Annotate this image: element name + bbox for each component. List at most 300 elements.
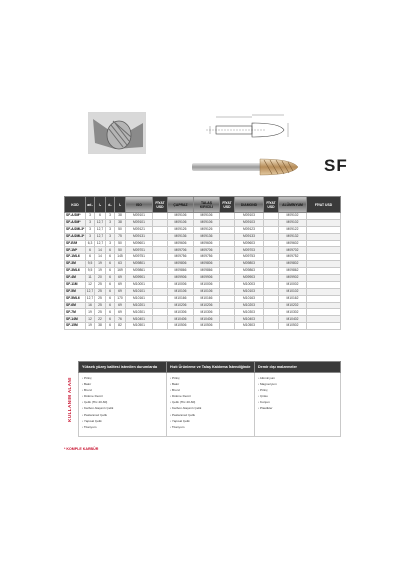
table-cell: M09601 (126, 240, 153, 247)
table-cell: M10103 (235, 288, 264, 295)
col-price-aluminyum: FİYAT USD (307, 197, 341, 213)
table-cell: M09102 (279, 213, 307, 220)
table-cell (153, 295, 168, 302)
table-cell (220, 254, 235, 261)
table-cell (264, 247, 279, 254)
usage-item: • Pirinç (258, 387, 337, 393)
table-cell: 19 (86, 309, 95, 316)
col-l1: l₁ (115, 197, 126, 213)
table-cell-code: SF-4M (65, 275, 86, 282)
usage-item: • Bakır (82, 381, 163, 387)
table-cell: M10006 (194, 281, 220, 288)
table-row (65, 213, 341, 220)
table-cell-code: SF-A/3M* (65, 219, 86, 226)
table-cell: M10301 (126, 309, 153, 316)
table-cell: 25 (95, 288, 106, 295)
usage-col (167, 373, 255, 437)
table-cell: M09866 (194, 268, 220, 275)
table-cell: M10163 (235, 295, 264, 302)
table-cell: 169 (115, 268, 126, 275)
usage-header (79, 362, 341, 373)
table-cell: M09862 (279, 268, 307, 275)
table-cell (307, 302, 341, 309)
table-cell: M09103 (235, 219, 264, 226)
table-cell: 9,5 (86, 261, 95, 268)
table-cell: M09106 (168, 219, 194, 226)
table-cell (307, 275, 341, 282)
table-cell (153, 219, 168, 226)
table-cell (264, 323, 279, 330)
table-row (65, 268, 341, 275)
table-cell: M09101 (126, 219, 153, 226)
table-cell: 19 (86, 323, 95, 330)
table-cell: M09706 (194, 247, 220, 254)
table-cell (153, 288, 168, 295)
table-cell-code: SF-3ML6 (65, 268, 86, 275)
table-cell: 14 (95, 254, 106, 261)
table-cell: M09701 (126, 247, 153, 254)
col-d2: d₂ (106, 197, 115, 213)
usage-col-title: Hızlı Ürünleme ve Talaş Kaldırma İstendiğinde (167, 362, 255, 373)
table-cell: 38 (115, 213, 126, 220)
table-row (65, 302, 341, 309)
table-cell (307, 254, 341, 261)
table-cell: M09123 (235, 226, 264, 233)
table-cell (220, 275, 235, 282)
table-cell: 12,7 (95, 240, 106, 247)
table-cell: M10166 (168, 295, 194, 302)
table-cell (264, 233, 279, 240)
usage-item: • Karbon Alaşımlı Çelik (170, 405, 251, 411)
table-cell: 25 (95, 295, 106, 302)
table-cell: 38 (115, 219, 126, 226)
col-aluminyum: ALÜMİNYUM (279, 197, 307, 213)
table-cell: 6 (95, 213, 106, 220)
table-cell: 170 (115, 295, 126, 302)
table-cell: M09136 (168, 233, 194, 240)
table-cell (153, 233, 168, 240)
table-cell (307, 323, 341, 330)
usage-item: • Karbon Alaşımlı Çelik (82, 405, 163, 411)
table-cell: 69 (115, 288, 126, 295)
usage-item: • Titanyum (170, 424, 251, 430)
table-cell: M10106 (168, 288, 194, 295)
table-cell (220, 281, 235, 288)
table-cell-code: SF-5M (65, 288, 86, 295)
table-cell-code: SF-1ML6 (65, 254, 86, 261)
table-cell: M09126 (168, 226, 194, 233)
table-cell: M10306 (168, 309, 194, 316)
table-cell (153, 281, 168, 288)
table-cell: 69 (115, 309, 126, 316)
table-row (65, 309, 341, 316)
table-cell (264, 288, 279, 295)
table-cell: 3 (86, 233, 95, 240)
table-body (65, 213, 341, 330)
table-cell: M09703 (235, 247, 264, 254)
table-cell: M10506 (194, 323, 220, 330)
table-cell: M09102 (279, 219, 307, 226)
table-cell: 50 (115, 240, 126, 247)
table-cell: M09131 (126, 233, 153, 240)
table-cell: M10302 (279, 309, 307, 316)
table-row (65, 219, 341, 226)
table-cell: 16 (86, 302, 95, 309)
table-cell: 3 (106, 233, 115, 240)
table-cell: 25 (95, 309, 106, 316)
col-talas: TALAŞ KIRICILI (194, 197, 220, 213)
table-cell: 82 (115, 323, 126, 330)
table-cell (220, 295, 235, 302)
table-cell: M09806 (194, 261, 220, 268)
table-cell: 6 (106, 309, 115, 316)
table-cell: 25 (95, 281, 106, 288)
table-cell: 3 (86, 213, 95, 220)
usage-item: • Kurşun (258, 399, 337, 405)
usage-col (79, 373, 167, 437)
table-row (65, 247, 341, 254)
product-table (64, 196, 341, 330)
table-row (65, 254, 341, 261)
table-cell: M09706 (168, 247, 194, 254)
table-cell: M09126 (194, 226, 220, 233)
table-cell: 6 (106, 302, 115, 309)
table-row (65, 288, 341, 295)
table-cell: M10166 (194, 295, 220, 302)
table-cell: M10503 (235, 323, 264, 330)
table-cell (264, 295, 279, 302)
table-cell: M09133 (235, 233, 264, 240)
usage-item: • Titanyum (82, 424, 163, 430)
table-cell: 22 (95, 316, 106, 323)
table-cell (307, 288, 341, 295)
table-cell-code: SF-1M* (65, 247, 86, 254)
table-cell (264, 302, 279, 309)
table-cell: 50 (115, 226, 126, 233)
table-cell: 63 (115, 261, 126, 268)
table-cell: M10201 (126, 302, 153, 309)
table-cell: M10401 (126, 316, 153, 323)
usage-item: • Yapısal Çelik (170, 418, 251, 424)
col-diamond: DIAMOND (235, 197, 264, 213)
table-cell (307, 281, 341, 288)
table-cell: 76 (115, 316, 126, 323)
table-cell: 69 (115, 275, 126, 282)
table-cell: M09906 (168, 275, 194, 282)
usage-item: • Dökme Demir (82, 393, 163, 399)
table-row (65, 316, 341, 323)
table-cell-code: SF-11M (65, 281, 86, 288)
table-cell (264, 213, 279, 220)
table-cell: M09756 (168, 254, 194, 261)
table-cell: 12,7 (86, 288, 95, 295)
table-cell: M09602 (279, 240, 307, 247)
table-cell: 9,5 (86, 268, 95, 275)
table-row (65, 261, 341, 268)
table-cell (153, 261, 168, 268)
table-cell: 3 (106, 240, 115, 247)
col-d1: ød₁ (86, 197, 95, 213)
table-cell: M09132 (279, 233, 307, 240)
table-cell (220, 219, 235, 226)
table-cell: M09136 (194, 233, 220, 240)
table-cell: 50 (115, 247, 126, 254)
table-cell: M09103 (235, 213, 264, 220)
usage-item: • Çinko (258, 393, 337, 399)
table-cell: M09606 (194, 240, 220, 247)
usage-item: • Pirinç (82, 375, 163, 381)
table-cell: M09861 (126, 268, 153, 275)
table-cell: 12 (86, 316, 95, 323)
table-cell: M09901 (126, 275, 153, 282)
table-cell (220, 288, 235, 295)
table-cell (153, 323, 168, 330)
table-cell: 69 (115, 281, 126, 288)
table-cell (264, 240, 279, 247)
table-cell: M09751 (126, 254, 153, 261)
table-cell (153, 302, 168, 309)
table-cell: 3 (106, 213, 115, 220)
table-cell (307, 213, 341, 220)
table-cell: M09866 (168, 268, 194, 275)
technical-drawing (188, 112, 338, 148)
table-cell (307, 261, 341, 268)
usage-item: • Pirinç (170, 375, 251, 381)
table-cell (307, 316, 341, 323)
table-cell: M10502 (279, 323, 307, 330)
table-cell: 6 (86, 247, 95, 254)
table-cell (220, 240, 235, 247)
table-cell (153, 268, 168, 275)
table-cell (264, 281, 279, 288)
usage-item: • Çelik (Hrc 40-60) (170, 399, 251, 405)
table-cell: M10403 (235, 316, 264, 323)
usage-item: • Bronz (82, 387, 163, 393)
table-cell: 6 (106, 275, 115, 282)
table-cell (307, 295, 341, 302)
table-cell: M09801 (126, 261, 153, 268)
table-cell (264, 261, 279, 268)
table-cell-code: SF-3M (65, 261, 86, 268)
table-cell (153, 247, 168, 254)
table-cell (153, 275, 168, 282)
table-cell: M09806 (168, 261, 194, 268)
table-cell: 19 (95, 268, 106, 275)
table-cell (307, 233, 341, 240)
table-cell: 6 (106, 288, 115, 295)
table-cell (220, 226, 235, 233)
burr-closeup-photo (88, 112, 146, 154)
usage-side-label: KULLANIM ALANI (66, 376, 72, 422)
table-cell (220, 268, 235, 275)
table-cell: M09101 (126, 213, 153, 220)
table-cell: M09802 (279, 261, 307, 268)
col-capraz: ÇAPRAZ (168, 197, 194, 213)
table-cell-code: SF-E/M (65, 240, 86, 247)
table-cell (307, 240, 341, 247)
table-cell: 14 (95, 247, 106, 254)
table-cell: M09906 (194, 275, 220, 282)
table-row (65, 275, 341, 282)
table-cell: 12,7 (95, 219, 106, 226)
table-cell: 20 (95, 275, 106, 282)
table-cell: M09702 (279, 247, 307, 254)
table-cell: M10203 (235, 302, 264, 309)
table-cell: M09121 (126, 226, 153, 233)
table-cell (220, 213, 235, 220)
table-cell (307, 309, 341, 316)
table-cell: M09863 (235, 268, 264, 275)
table-cell (220, 309, 235, 316)
table-cell: 19 (95, 261, 106, 268)
usage-table (78, 361, 341, 437)
table-cell-code: SF-A/2ML3* (65, 233, 86, 240)
table-cell: 6 (86, 254, 95, 261)
table-cell (264, 316, 279, 323)
table-cell: M09106 (194, 213, 220, 220)
table-cell: M09752 (279, 254, 307, 261)
usage-item: • Yapısal Çelik (82, 418, 163, 424)
table-cell (220, 302, 235, 309)
usage-item: • Bronz (170, 387, 251, 393)
table-cell: M10106 (194, 288, 220, 295)
table-cell: M10306 (194, 309, 220, 316)
table-cell: 6 (106, 281, 115, 288)
table-cell: M10003 (235, 281, 264, 288)
table-cell: 6 (106, 247, 115, 254)
table-cell: 3 (86, 226, 95, 233)
table-cell (220, 247, 235, 254)
table-cell (264, 254, 279, 261)
table-cell (307, 268, 341, 275)
table-row (65, 323, 341, 330)
table-cell (220, 261, 235, 268)
table-cell: 6 (106, 316, 115, 323)
table-cell: M09903 (235, 275, 264, 282)
table-cell: M10101 (126, 288, 153, 295)
table-cell: 12,7 (95, 233, 106, 240)
table-cell (220, 323, 235, 330)
table-cell (264, 226, 279, 233)
table-cell (264, 268, 279, 275)
table-cell: 25 (95, 302, 106, 309)
table-cell: M09902 (279, 275, 307, 282)
table-cell (264, 309, 279, 316)
table-cell: M10001 (126, 281, 153, 288)
usage-item: • Alüminyum (258, 375, 337, 381)
table-cell-code: SF-A/3M* (65, 213, 86, 220)
table-cell: 6 (106, 261, 115, 268)
product-header (88, 112, 348, 190)
table-cell (307, 219, 341, 226)
usage-col-title: Yüksek yüzey kalitesi istenilen durumlarda (79, 362, 167, 373)
table-cell-code: SF-7M (65, 309, 86, 316)
col-l2: l₂ (95, 197, 106, 213)
table-cell: M09753 (235, 254, 264, 261)
table-cell-code: SF-6M (65, 302, 86, 309)
table-cell: M09603 (235, 240, 264, 247)
table-cell: M10002 (279, 281, 307, 288)
table-cell: 6 (106, 268, 115, 275)
usage-item: • Magnezyum (258, 381, 337, 387)
table-cell: 6 (106, 254, 115, 261)
table-cell (153, 240, 168, 247)
usage-item: • Bakır (170, 381, 251, 387)
table-cell: M09803 (235, 261, 264, 268)
table-header (65, 197, 341, 213)
usage-col-title: Demir dışı malzemeler (255, 362, 341, 373)
table-cell: 6 (106, 323, 115, 330)
table-cell: 75 (115, 233, 126, 240)
table-cell (220, 233, 235, 240)
col-price-iso: FİYAT USD (153, 197, 168, 213)
usage-item: • Dökme Demir (170, 393, 251, 399)
table-cell: M09106 (194, 219, 220, 226)
footnote: * KOMPLE KARBÜR (64, 447, 99, 451)
burr-tool-photo (188, 152, 308, 182)
table-row (65, 295, 341, 302)
table-cell (264, 219, 279, 226)
table-cell: M09106 (168, 213, 194, 220)
table-cell (153, 316, 168, 323)
table-cell: 12,7 (95, 226, 106, 233)
table-cell: M10506 (168, 323, 194, 330)
table-cell (264, 275, 279, 282)
table-cell-code: SF-A/2ML3* (65, 226, 86, 233)
table-cell: M09122 (279, 226, 307, 233)
table-cell: M10406 (194, 316, 220, 323)
table-cell: M10303 (235, 309, 264, 316)
table-cell: M09606 (168, 240, 194, 247)
usage-item: • Paslanmaz Çelik (82, 412, 163, 418)
table-cell (307, 226, 341, 233)
table-cell: 6,3 (86, 240, 95, 247)
table-cell: M09756 (194, 254, 220, 261)
col-price-diamond: FİYAT USD (264, 197, 279, 213)
col-price-talas: FİYAT USD (220, 197, 235, 213)
usage-item: • Plastikler (258, 405, 337, 411)
table-cell-code: SF-5ML6 (65, 295, 86, 302)
table-row (65, 240, 341, 247)
table-cell: 145 (115, 254, 126, 261)
table-cell: M10406 (168, 316, 194, 323)
table-cell: M10161 (126, 295, 153, 302)
table-cell: M10006 (168, 281, 194, 288)
col-kod: KOD (65, 197, 86, 213)
table-cell: M10206 (194, 302, 220, 309)
table-cell: M10102 (279, 288, 307, 295)
table-cell: 11 (86, 275, 95, 282)
table-cell (307, 247, 341, 254)
table-row (65, 281, 341, 288)
table-cell: 3 (86, 219, 95, 226)
table-cell: 3 (106, 219, 115, 226)
table-cell: M10501 (126, 323, 153, 330)
usage-item: • Paslanmaz Çelik (170, 412, 251, 418)
usage-col (255, 373, 341, 437)
table-cell (220, 316, 235, 323)
table-cell: 3 (106, 226, 115, 233)
table-cell: 69 (115, 302, 126, 309)
table-cell: 38 (95, 323, 106, 330)
table-cell-code: SF-15M (65, 323, 86, 330)
table-cell: 12,7 (86, 295, 95, 302)
table-cell-code: SF-14M (65, 316, 86, 323)
table-cell: 12 (86, 281, 95, 288)
table-cell: M10402 (279, 316, 307, 323)
col-iso: ISO (126, 197, 153, 213)
table-cell (153, 254, 168, 261)
